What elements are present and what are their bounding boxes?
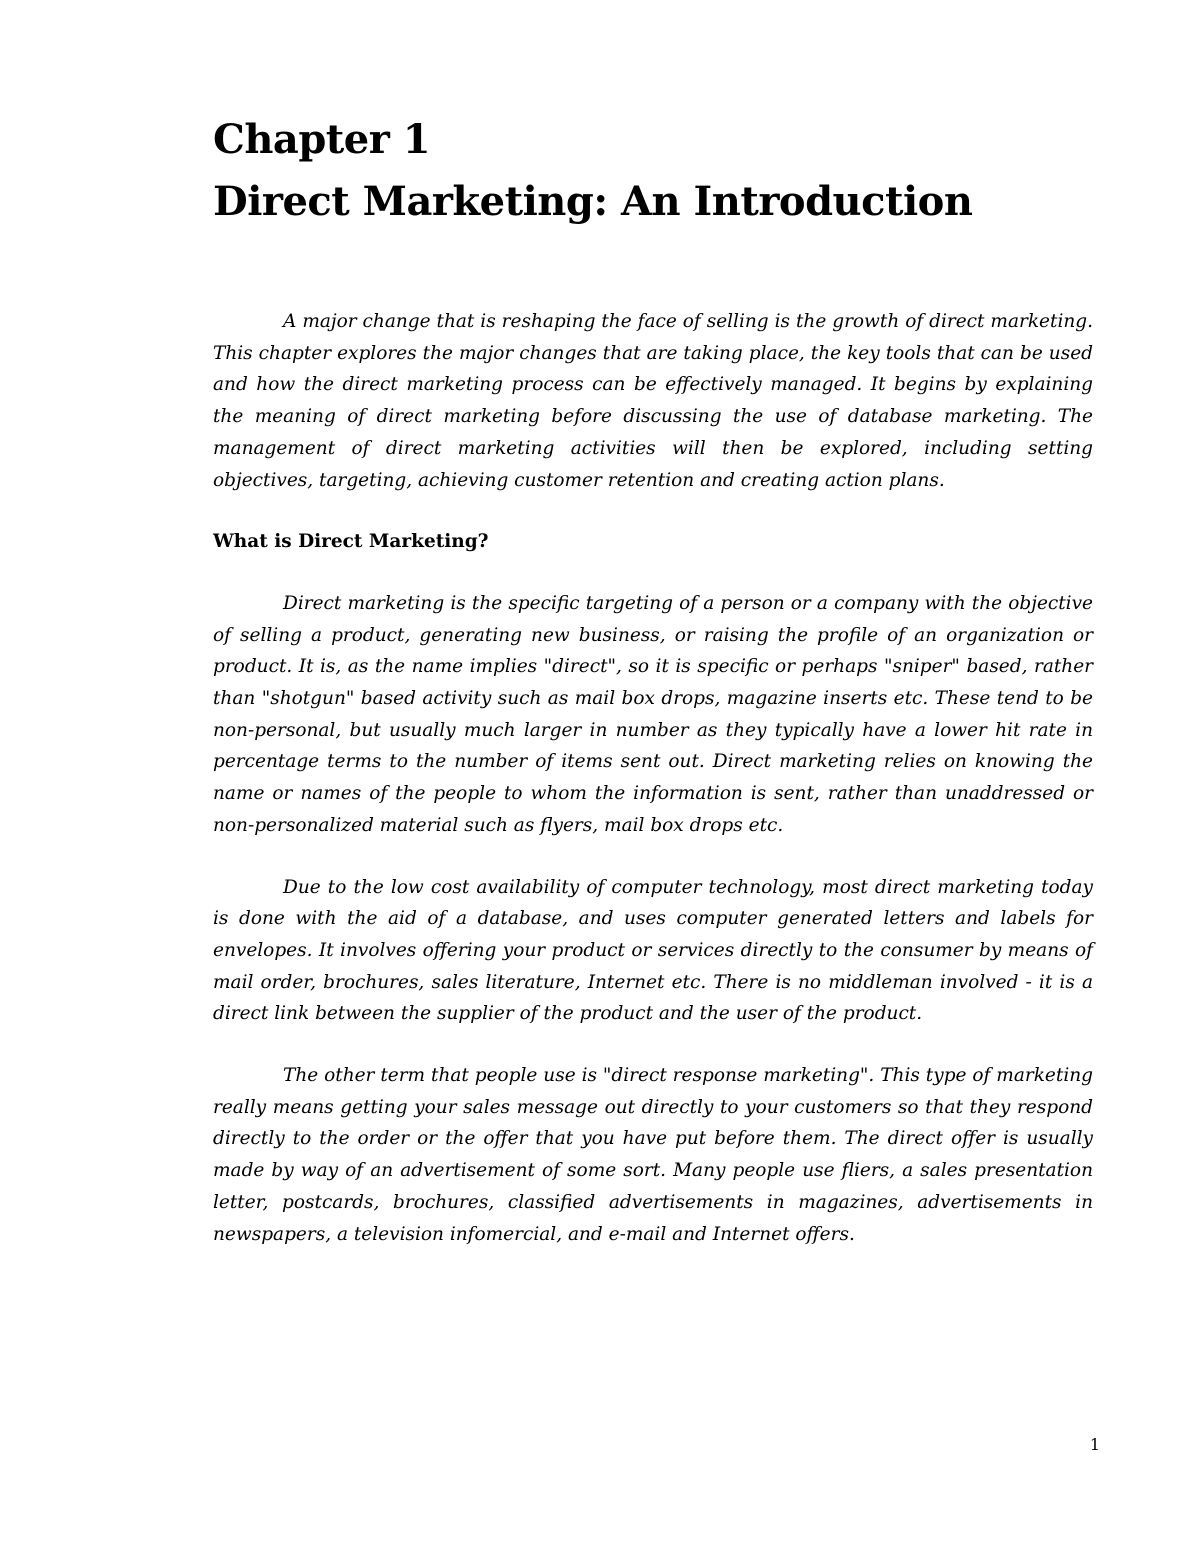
page-content: [213, 112, 1093, 1250]
intro-paragraph: A major change that is reshaping the face of selling is the growth of direct marketing. This chapter explores the major changes that are taking place, the key tools that can be used and how the direct marketing process can be effectively managed. It begins by explaining the meaning of direct marketing before discussing the use of database marketing. The management of direct marketing activities will then be explored, including setting objectives, targeting, achieving customer retention and creating action plans.: [213, 311, 1093, 491]
body-paragraph-1: Direct marketing is the specific targeting of a person or a company with the objective of selling a product, generating new business, or raising the profile of an organization or product. It is, as the name implies "direct", so it is specific or perhaps "sniper" based, rather than "shotgun" based activity such as mail box drops, magazine inserts etc. These tend to be non-personal, but usually much larger in number as they typically have a lower hit rate in percentage terms to the number of items sent out. Direct marketing relies on knowing the name or names of the people to whom the information is sent, rather than unaddressed or non-personalized material such as flyers, mail box drops etc.: [213, 592, 1093, 836]
body-paragraph-2: Due to the low cost availability of computer technology, most direct marketing today is done with the aid of a database, and uses computer generated letters and labels for envelopes. It involves offering your product or services directly to the consumer by means of mail order, brochures, sales literature, Internet etc. There is no middleman involved - it is a direct link between the supplier of the product and the user of the product.: [213, 876, 1093, 1025]
chapter-title: Direct Marketing: An Introduction: [213, 178, 973, 225]
page-number: 1: [1089, 1435, 1100, 1454]
section-heading: What is Direct Marketing?: [213, 531, 489, 553]
chapter-label: Chapter 1: [213, 116, 431, 163]
body-paragraph-3: The other term that people use is "direct response marketing". This type of marketing really means getting your sales message out directly to your customers so that they respond directly to the order or the offer that you have put before them. The direct offer is usually made by way of an advertisement of some sort. Many people use fliers, a sales presentation letter, postcards, brochures, classified advertisements in magazines, advertisements in newspapers, a television infomercial, and e-mail and Internet offers.: [213, 1065, 1093, 1245]
